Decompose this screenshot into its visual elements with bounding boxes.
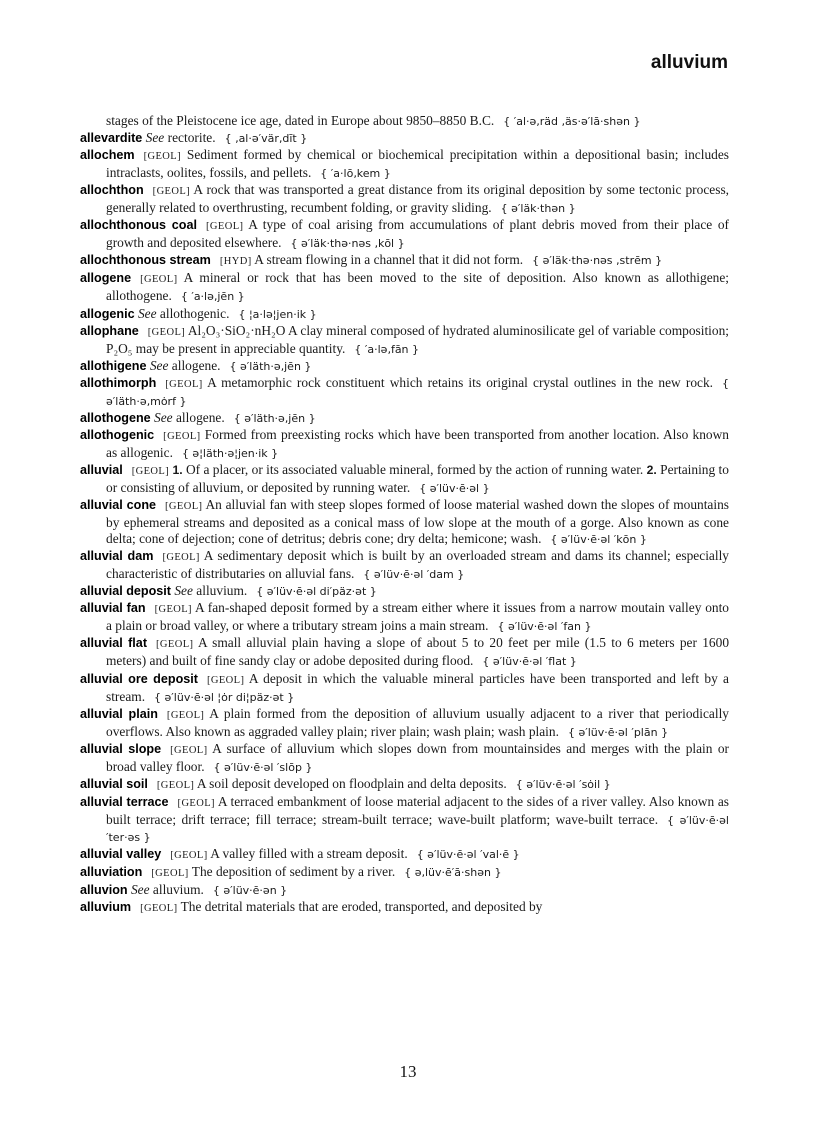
entry-headword: allochthonous coal (80, 218, 198, 233)
entry-definition: A plain formed from the deposition of alluvium usually adjacent to a river that periodically overflows. Also known as aggraded valley plain; river plain; wash plain; wash plain. (106, 705, 729, 739)
entry-headword: allophane (80, 323, 139, 338)
entry-definition: Formed from preexisting rocks which have been transported from another location. Also known as allogenic. (106, 426, 729, 460)
field-label: [GEOL] (140, 903, 178, 915)
entry-definition: allogene. (175, 409, 225, 425)
entry-allophane (80, 323, 729, 358)
entry-definition: alluvium. (152, 882, 204, 898)
entry-headword: alluvium (80, 900, 132, 915)
entry-headword: allevardite (80, 131, 143, 146)
field-label: [GEOL] (170, 849, 208, 861)
entry-definition: Sediment formed by chemical or biochemical precipitation within a depositional basin; includes intraclasts, oolites, fossils, and pellets. (106, 147, 729, 181)
entry-definition: A soil deposit developed on floodplain and delta deposits. (196, 775, 507, 791)
entry-definition: A rock that was transported a great distance from its original deposition by some tectonic process, generally related to overthrusting, recumbent folding, or gravity sliding. (106, 182, 729, 216)
entry-headword: alluvial slope (80, 741, 162, 756)
entry-pronunciation: { ′al·ə‚räd ‚äs·ə′lā·shən } (503, 115, 641, 128)
entry-headword: alluvial ore deposit (80, 671, 198, 686)
entry-pronunciation: { ə′lüv·ē·ən } (212, 884, 288, 898)
see-label: See (130, 882, 150, 898)
entry-alluvial (80, 462, 729, 497)
running-head: alluvium (650, 52, 728, 73)
entry-headword: allogenic (80, 306, 135, 321)
entry-allochem (80, 147, 729, 182)
entry-headword: alluvial terrace (80, 794, 169, 809)
field-label: [GEOL] (165, 378, 203, 390)
entry-allevardite (80, 130, 729, 147)
see-label: See (154, 409, 173, 425)
entry-allothogene (80, 410, 729, 427)
entry-definition: alluvium. (196, 583, 248, 599)
field-label: [GEOL] (154, 604, 192, 616)
entry-alluvial-slope (80, 741, 729, 776)
page-number: 13 (399, 1062, 417, 1081)
entry-headword: alluvial cone (80, 498, 157, 513)
entry-alluvial-flat (80, 635, 729, 670)
entry-alluvial-cone (80, 497, 729, 548)
entry-definition: A fan-shaped deposit formed by a stream either where it issues from a narrow moutain valley onto a plain or broad valley, or where a tributary stream joins a main stream. (106, 600, 730, 634)
entry-headword: allothigene (80, 358, 147, 373)
field-label: [GEOL] (140, 274, 178, 286)
entry-definition: stages of the Pleistocene ice age, dated in Europe about 9850–8850 B.C. (106, 113, 495, 128)
entry-headword: alluvial dam (80, 549, 154, 564)
field-label: [HYD] (219, 256, 252, 268)
see-label: See (137, 305, 157, 321)
entry-alluvial-fan (80, 600, 729, 635)
entry-allogene (80, 270, 729, 305)
see-label: See (145, 130, 165, 146)
field-label: [GEOL] (143, 151, 181, 163)
entry-definition-2: Pertaining to or consisting of alluvium, or deposited by running water. (106, 461, 729, 495)
field-label: [GEOL] (156, 639, 194, 651)
entry-alluvial-soil (80, 776, 729, 794)
entry-headword: allothogene (80, 410, 151, 425)
entry-definition: rectorite. (167, 130, 216, 146)
entry-pronunciation: { ə′lüv·ē·əl ′flat } (482, 655, 577, 669)
entry-definition: An alluvial fan with steep slopes formed of loose material washed down the slopes of mountains by ephemeral streams and deposited as a conical mass of low slope at the mouth of a gorge. Also known as cone delta; cone of dejection; cone of detritus; debris cone; dry delta; hemicone; wash. (106, 497, 729, 547)
entry-headword: alluvial plain (80, 706, 158, 721)
entry-pronunciation: { ə′läth·ə‚jēn } (229, 359, 312, 373)
entry-pronunciation: { ə′lüv·ē·əl ′val·ē } (416, 847, 520, 861)
entry-pronunciation: { ə′lüv·ē·əl ′dam } (363, 568, 465, 582)
entry-headword: allochem (80, 148, 135, 163)
entry-alluvion (80, 882, 729, 899)
entry-allochthonous-coal (80, 217, 729, 252)
entry-definition: Of a placer, or its associated valuable mineral, formed by the action of running water. (185, 461, 644, 477)
entry-pronunciation: { ə′lüv·ē·əl di′päz·ət } (256, 585, 377, 599)
entry-alluvial-valley (80, 846, 729, 864)
entry-headword: alluvial fan (80, 601, 146, 616)
entry-pronunciation: { ¦a·lə¦jen·ik } (238, 307, 317, 321)
entry-pronunciation: { ə′lüv·ē·əl ′slōp } (213, 760, 313, 774)
field-label: [GEOL] (206, 221, 244, 233)
entry-headword: alluvial deposit (80, 584, 171, 599)
entry-continuation (80, 113, 729, 130)
field-label: [GEOL] (163, 430, 201, 442)
field-label: [GEOL] (131, 465, 170, 477)
entry-pronunciation: { ‚al·ə′vär‚dīt } (224, 132, 308, 146)
entry-allothogenic (80, 427, 729, 462)
entry-definition: A deposit in which the valuable mineral particles have been transported and left by a stream. (106, 670, 730, 704)
entry-headword: allochthonous stream (80, 253, 211, 268)
field-label: [GEOL] (152, 186, 191, 198)
entry-definition: The detrital materials that are eroded, transported, and deposited by (180, 899, 543, 915)
entry-definition: A small alluvial plain having a slope of about 5 to 20 feet per mile (1.5 to 6 meters per 1600 meters) and built of fine sandy clay or adobe deposited during flood. (106, 635, 730, 669)
entry-pronunciation: { ə′lüv·ē·əl ′plān } (567, 725, 669, 739)
entry-alluvial-ore-deposit (80, 671, 729, 706)
entry-pronunciation: { ə′lüv·ē·əl ′sȯil } (515, 777, 611, 791)
entry-alluvial-dam (80, 548, 729, 583)
entry-definition: Al₂O₃·SiO₂·nH₂O A clay mineral composed of hydrated aluminosilicate gel of variable composition; P₂O₅ may be present in appreciable quantity. (106, 322, 730, 356)
entry-list (80, 113, 729, 917)
field-label: [GEOL] (151, 868, 189, 880)
entry-definition: A surface of alluvium which slopes down from mountainsides and merges with the plain or broad valley floor. (106, 740, 729, 774)
entry-allochthon (80, 182, 729, 217)
entry-allothimorph (80, 375, 729, 410)
entry-pronunciation: { ə′lüv·ē·əl ¦ȯr di¦päz·ət } (154, 690, 295, 704)
entry-headword: alluvion (80, 883, 128, 898)
entry-headword: alluvial (80, 462, 123, 477)
sense-number: 2. (646, 462, 657, 477)
entry-headword: alluviation (80, 865, 143, 880)
entry-pronunciation: { ə′läk·thə·nəs ‚kōl } (290, 237, 405, 251)
entry-headword: allothimorph (80, 375, 157, 390)
entry-pronunciation: { ə¦läth·ə¦jen·ik } (181, 446, 279, 460)
entry-pronunciation: { ə′läth·ə‚jēn } (233, 411, 316, 425)
entry-headword: allochthon (80, 183, 144, 198)
entry-alluviation (80, 864, 729, 882)
field-label: [GEOL] (156, 779, 195, 791)
entry-headword: allothogenic (80, 427, 155, 442)
field-label: [GEOL] (165, 501, 203, 513)
see-label: See (149, 357, 169, 373)
entry-headword: alluvial flat (80, 636, 148, 651)
entry-definition: A sedimentary deposit which is built by an overloaded stream and dams its channel; especially characteristic of distributaries on alluvial fans. (106, 548, 729, 582)
entry-pronunciation: { ə′lüv·ē·əl ′kōn } (550, 533, 647, 547)
entry-pronunciation: { ə′läth·ə‚mȯrf } (106, 376, 729, 408)
entry-alluvium (80, 899, 729, 917)
entry-headword: alluvial valley (80, 846, 162, 861)
entry-pronunciation: { ə′läk·thə·nəs ‚strēm } (532, 254, 663, 268)
entry-definition: A valley filled with a stream deposit. (210, 845, 408, 861)
entry-definition: The deposition of sediment by a river. (191, 864, 396, 880)
entry-alluvial-deposit (80, 583, 729, 600)
field-label: [GEOL] (177, 797, 215, 809)
entry-definition: A metamorphic rock constituent which retains its original crystal outlines in the new rock. (207, 374, 713, 390)
entry-definition: allothogenic. (159, 305, 230, 321)
entry-allochthonous-stream (80, 252, 729, 270)
entry-definition: A mineral or rock that has been moved to the site of deposition. Also known as allothigene; allothogene. (106, 270, 729, 304)
entry-headword: allogene (80, 271, 132, 286)
sense-number: 1. (172, 462, 183, 477)
entry-pronunciation: { ə′lüv·ē·əl } (419, 481, 490, 495)
entry-pronunciation: { ′a·lə‚fān } (354, 342, 420, 356)
field-label: [GEOL] (147, 326, 186, 338)
field-label: [GEOL] (206, 674, 245, 686)
entry-headword: alluvial soil (80, 776, 148, 791)
entry-pronunciation: { ə′lüv·ē·əl ′fan } (497, 620, 592, 634)
entry-pronunciation: { ə′lüv·ē·əl ′ter·əs } (106, 813, 729, 844)
see-label: See (174, 583, 193, 599)
entry-pronunciation: { ′a·lə‚jēn } (180, 290, 245, 304)
entry-alluvial-terrace (80, 794, 729, 846)
entry-allogenic (80, 306, 729, 323)
entry-alluvial-plain (80, 706, 729, 741)
entry-definition: allogene. (171, 357, 221, 373)
entry-pronunciation: { ə′läk·thən } (500, 202, 576, 216)
field-label: [GEOL] (166, 709, 205, 721)
entry-pronunciation: { ə‚lüv·ē′ā·shən } (404, 866, 502, 880)
entry-pronunciation: { ′a·lō‚kem } (320, 167, 391, 181)
entry-definition: A terraced embankment of loose material adjacent to the sides of a river valley. Also known as built terrace; drift terrace; fill terrace; stream-built terrace; wave-built platform; wave-built terrace. (106, 793, 730, 827)
entry-definition: A stream flowing in a channel that it did not form. (254, 252, 524, 268)
field-label: [GEOL] (170, 744, 208, 756)
entry-definition: A type of coal arising from accumulations of plant debris moved from their place of growth and deposited elsewhere. (106, 217, 730, 251)
field-label: [GEOL] (162, 552, 200, 564)
entry-allothigene (80, 358, 729, 375)
